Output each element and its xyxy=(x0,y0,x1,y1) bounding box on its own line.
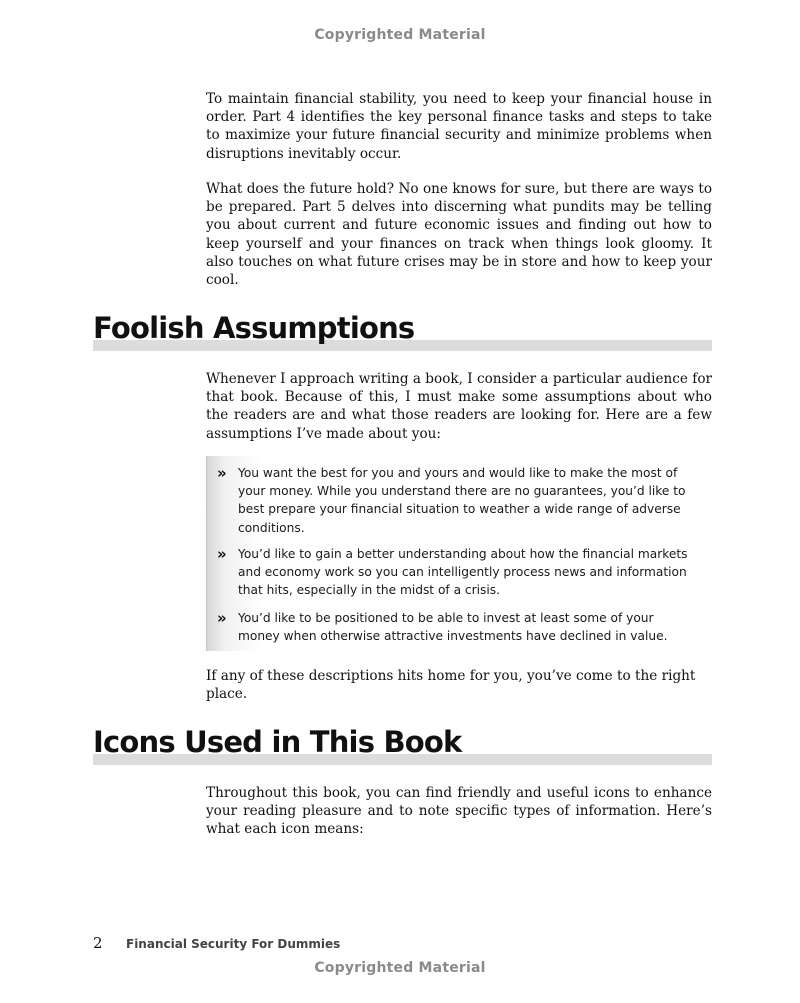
bullet-text: You’d like to be positioned to be able to invest at least some of your money when otherwise attractive investments have declined in value. xyxy=(238,611,668,644)
assumptions-bullet-box xyxy=(206,456,713,651)
section-heading-foolish-assumptions: Foolish Assumptions xyxy=(93,311,415,345)
paragraph-part-5: What does the future hold? No one knows for sure, but there are ways to be prepared. Part 5 delves into discerning what pundits may be telling you about current and future economic issues and finding out how to keep yourself and your finances on track when things look gloomy. It also touches on what future crises may be in store and how to keep your cool. xyxy=(206,181,712,289)
paragraph-right-place: If any of these descriptions hits home for you, you’ve come to the right place. xyxy=(206,668,696,703)
double-chevron-icon: » xyxy=(217,464,227,482)
paragraph-part-4: To maintain financial stability, you need to keep your financial house in order. Part 4 identifies the key personal finance tasks and steps to take to maximize your future financial security and minimize problems when disruptions inevitably occur. xyxy=(206,91,712,162)
bullet-item xyxy=(217,545,697,600)
copyright-watermark-bottom: Copyrighted Material xyxy=(314,960,486,976)
paragraph-assumptions-intro: Whenever I approach writing a book, I consider a particular audience for that book. Because of this, I must make some assumptions about who the readers are and what those readers are looking for. Here are a few assumptions I’ve made about you: xyxy=(206,371,712,442)
section-heading-icons-used: Icons Used in This Book xyxy=(93,725,462,759)
page-number: 2 xyxy=(93,934,103,952)
bullet-item xyxy=(217,464,697,537)
copyright-watermark-top: Copyrighted Material xyxy=(314,27,486,43)
running-title: Financial Security For Dummies xyxy=(126,937,341,951)
bullet-item xyxy=(217,609,697,645)
double-chevron-icon: » xyxy=(217,545,227,563)
bullet-text: You’d like to gain a better understanding about how the financial markets and economy work so you can intelligently process news and information that hits, especially in the midst of a crisis. xyxy=(238,547,688,598)
page-footer xyxy=(93,934,340,954)
paragraph-icons-intro: Throughout this book, you can find friendly and useful icons to enhance your reading pleasure and to note specific types of information. Here’s what each icon means: xyxy=(206,785,712,838)
double-chevron-icon: » xyxy=(217,609,227,627)
bullet-text: You want the best for you and yours and would like to make the most of your money. While you understand there are no guarantees, you’d like to best prepare your financial situation to weather a wide range of adverse conditions. xyxy=(238,466,686,535)
